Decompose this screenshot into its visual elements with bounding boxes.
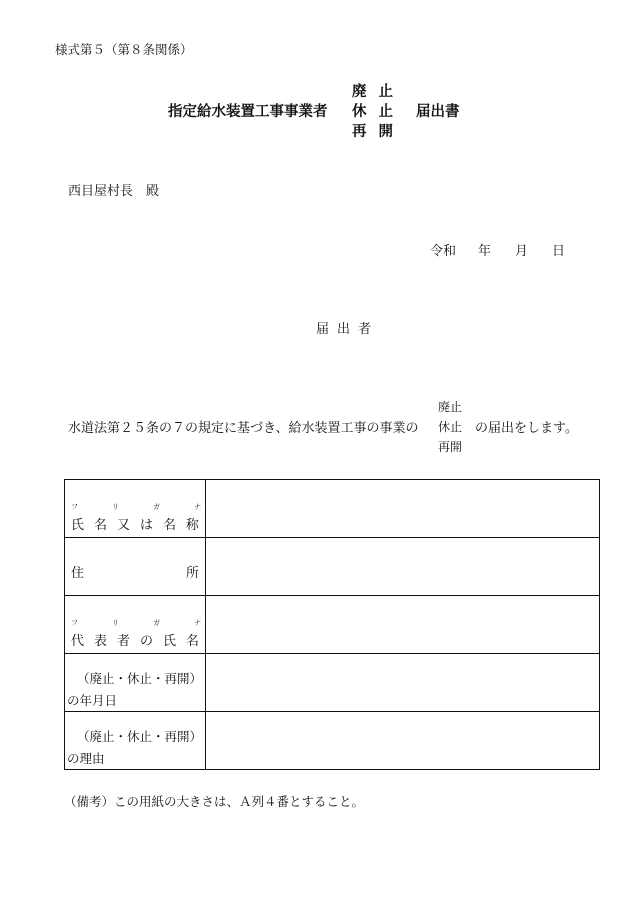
title-option-abolish: 廃止 — [352, 83, 405, 100]
statement-option-resume: 再開 — [438, 440, 463, 454]
date-era: 令和 — [430, 244, 457, 259]
document-title-suffix: 届出書 — [416, 103, 460, 120]
label-name-text: 氏 名 又 は 名 称 — [71, 518, 199, 533]
table-row-representative — [65, 596, 600, 654]
label-reason — [65, 712, 206, 770]
address-input-cell[interactable] — [206, 538, 600, 596]
form-number: 様式第５（第８条関係） — [55, 42, 193, 57]
furigana-guide: フ リ ガ ナ — [71, 619, 201, 627]
label-address — [65, 538, 206, 596]
statement-option-abolish: 廃止 — [438, 400, 463, 414]
date-day-field[interactable]: 日 — [552, 244, 566, 259]
document-title-main: 指定給水装置工事事業者 — [168, 103, 328, 120]
label-name — [65, 480, 206, 538]
date-line — [430, 240, 565, 259]
table-row-address — [65, 538, 600, 596]
label-representative — [65, 596, 206, 654]
notifier-label: 届出者 — [316, 322, 380, 337]
label-address-text: 住 所 — [71, 566, 199, 581]
label-reason-line1: （廃止・休止・再開） — [77, 729, 203, 744]
name-input-cell[interactable] — [206, 480, 600, 538]
date-month-field[interactable]: 月 — [515, 244, 529, 259]
label-representative-text: 代 表 者 の 氏 名 — [71, 634, 199, 649]
representative-input-cell[interactable] — [206, 596, 600, 654]
reason-input-cell[interactable] — [206, 712, 600, 770]
table-row-reason — [65, 712, 600, 770]
date-input-cell[interactable] — [206, 654, 600, 712]
table-row-date — [65, 654, 600, 712]
table-row-name — [65, 480, 600, 538]
notification-form-table — [64, 479, 600, 770]
statement-prefix: 水道法第２５条の７の規定に基づき、給水装置工事の事業の — [68, 421, 419, 436]
title-option-resume: 再開 — [352, 123, 405, 140]
date-year-field[interactable]: 年 — [478, 244, 492, 259]
addressee: 西目屋村長 殿 — [68, 184, 160, 199]
remarks: （備考）この用紙の大きさは、Ａ列４番とすること。 — [64, 794, 365, 809]
label-reason-line2: の理由 — [67, 751, 105, 766]
label-date-line1: （廃止・休止・再開） — [77, 671, 203, 686]
statement-option-suspend: 休止 — [438, 420, 463, 434]
furigana-guide: フ リ ガ ナ — [71, 503, 201, 511]
label-date-line2: の年月日 — [67, 693, 118, 708]
title-option-suspend: 休止 — [352, 103, 405, 120]
statement-suffix: の届出をします。 — [475, 421, 578, 436]
label-date — [65, 654, 206, 712]
